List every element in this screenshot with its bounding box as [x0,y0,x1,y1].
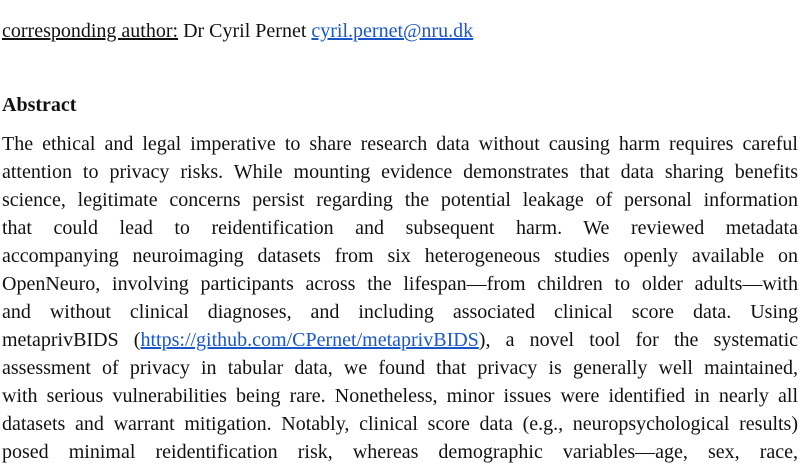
abstract-line: OpenNeuro, involving participants across the lifespan—from children to older adults—with [2,273,798,295]
link-suffix: ), a novel tool for the systematic [478,329,799,351]
abstract-line-with-link [2,326,798,354]
author-label: corresponding author: [2,20,179,42]
abstract-line: The ethical and legal imperative to share research data without causing harm requires careful [2,133,798,155]
abstract-line: posed minimal reidentification risk, whereas demographic variables—age, sex, race, [2,441,798,463]
abstract-line: accompanying neuroimaging datasets from six heterogeneous studies openly available on [2,245,798,267]
abstract-heading: Abstract [2,94,77,116]
github-link[interactable]: https://github.com/CPernet/metaprivBIDS [140,329,479,351]
abstract-body [2,130,798,466]
abstract-line: datasets and warrant mitigation. Notably, clinical score data (e.g., neuropsychological results) [2,413,798,435]
author-name: Dr Cyril Pernet [178,20,312,42]
author-email-link[interactable]: cyril.pernet@nru.dk [311,20,474,42]
corresponding-author [2,20,473,43]
link-prefix: metaprivBIDS ( [2,329,141,351]
abstract-line: that could lead to reidentification and subsequent harm. We reviewed metadata [2,217,798,239]
abstract-line: with serious vulnerabilities being rare. Nonetheless, minor issues were identified in nearly all [2,385,798,407]
abstract-line: attention to privacy risks. While mounting evidence demonstrates that data sharing benefits [2,161,798,183]
abstract-line: science, legitimate concerns persist regarding the potential leakage of personal information [2,189,798,211]
abstract-line: and without clinical diagnoses, and including associated clinical score data. Using [2,301,798,323]
abstract-line: assessment of privacy in tabular data, we found that privacy is generally well maintained, [2,357,798,379]
